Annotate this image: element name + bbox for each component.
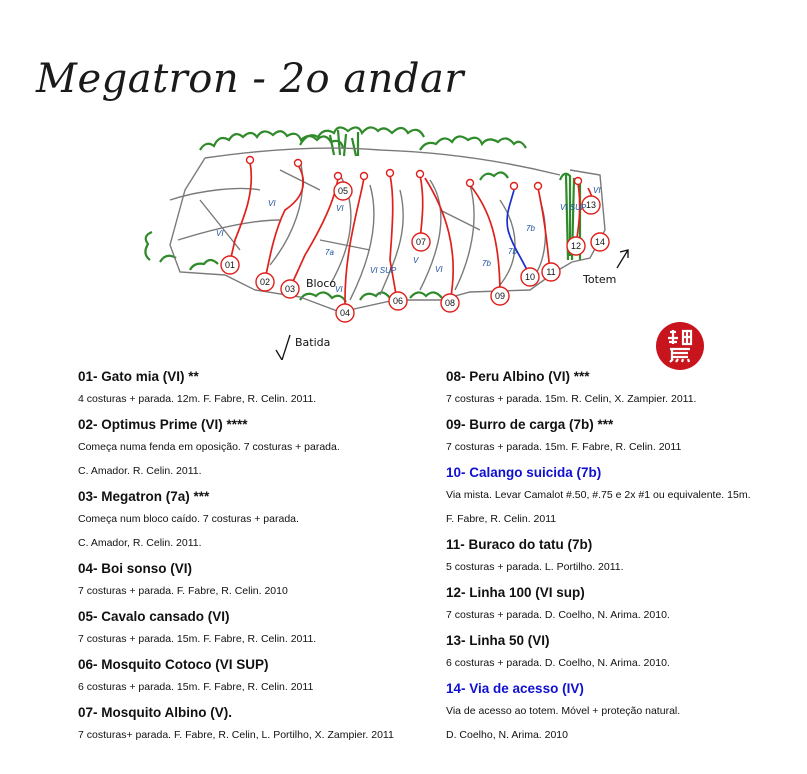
svg-text:01: 01 [224,260,236,270]
grade-05: VI [336,204,344,213]
marker-08 [441,294,459,312]
route-entry [446,417,796,454]
totem-arrow-icon [617,250,628,268]
route-description: D. Coelho, N. Arima. 2010 [446,729,568,741]
page-title: Megatron - 2o andar [36,56,464,102]
batida-arrow-icon [276,335,290,360]
route-description: 7 costuras + parada. 15m. F. Fabre, R. Celin. 2011. [78,633,317,645]
marker-04 [336,304,354,322]
svg-text:07: 07 [415,237,427,247]
route-topo-diagram [0,0,807,360]
route-title: 02- Optimus Prime (VI) **** [78,417,248,432]
route-entry [78,369,438,406]
grade-07: V [413,256,419,265]
marker-07 [412,233,430,251]
grade-09: 7b [482,259,491,268]
route-title: 11- Buraco do tatu (7b) [446,537,593,552]
route-entry [446,537,796,574]
svg-text:06: 06 [392,296,404,306]
route-title: 06- Mosquito Cotoco (VI SUP) [78,657,269,672]
route-title: 07- Mosquito Albino (V). [78,705,232,720]
route-entry [78,657,438,694]
routes-list-left [78,362,438,753]
svg-text:13: 13 [585,200,597,210]
grade-06: VI SUP [370,266,397,275]
route-entry [446,633,796,670]
route-description: Começa num bloco caído. 7 costuras + parada. [78,513,299,525]
route-description: C. Amador, R. Celin. 2011. [78,537,202,549]
route-description: Via de acesso ao totem. Móvel + proteção natural. [446,705,681,717]
marker-14 [591,233,609,251]
marker-11 [542,263,560,281]
svg-text:09: 09 [494,291,506,301]
route-description: Via mista. Levar Camalot #.50, #.75 e 2x #1 ou equivalente. 15m. [446,489,751,501]
svg-text:02: 02 [259,277,271,287]
vegetation-top [145,127,580,302]
route-description: C. Amador. R. Celin. 2011. [78,465,202,477]
route-entry [78,489,438,550]
route-title: 05- Cavalo cansado (VI) [78,609,230,624]
route-title: 13- Linha 50 (VI) [446,633,550,648]
route-title: 03- Megatron (7a) *** [78,489,210,504]
route-entry [78,705,438,742]
route-description: 7 costuras + parada. D. Coelho, N. Arima. 2010. [446,609,670,621]
marker-06 [389,292,407,310]
svg-text:11: 11 [546,267,556,277]
marker-12 [567,237,585,255]
route-description: 5 costuras + parada. L. Portilho. 2011. [446,561,624,573]
route-entry [78,417,438,478]
grade-14: VI [593,186,601,195]
svg-text:12: 12 [570,241,582,251]
marker-03 [281,280,299,298]
route-entry [446,465,796,526]
route-description: 7 costuras+ parada. F. Fabre, R. Celin, L. Portilho, X. Zampier. 2011 [78,729,394,741]
route-title: 01- Gato mia (VI) ** [78,369,199,384]
batida-label: Batida [295,336,331,349]
grade-13: VI SUP [560,203,587,212]
bloco-label: Bloco [306,277,337,290]
grade-11: 7b [526,224,535,233]
svg-text:14: 14 [594,237,606,247]
routes-list-right [446,362,796,753]
grade-08: VI [435,265,443,274]
marker-10 [521,268,539,286]
route-description: 7 costuras + parada. 15m. R. Celin, X. Zampier. 2011. [446,393,697,405]
route-description: 6 costuras + parada. 15m. F. Fabre, R. Celin. 2011 [78,681,314,693]
route-entry [78,561,438,598]
grade-01: VI [216,229,224,238]
route-title: 12- Linha 100 (VI sup) [446,585,585,600]
svg-text:04: 04 [339,308,351,318]
svg-text:05: 05 [337,186,349,196]
route-description: 7 costuras + parada. 15m. F. Fabre, R. Celin. 2011 [446,441,682,453]
route-entry [78,609,438,646]
route-title: 04- Boi sonso (VI) [78,561,193,576]
marker-09 [491,287,509,305]
grade-02: VI [268,199,276,208]
route-description: 4 costuras + parada. 12m. F. Fabre, R. Celin. 2011. [78,393,317,405]
svg-text:08: 08 [444,298,456,308]
route-title: 14- Via de acesso (IV) [446,681,584,696]
grade-04: VI [335,285,343,294]
totem-label: Totem [583,273,617,286]
anchors [247,157,582,190]
route-entry [446,585,796,622]
marker-05 [334,182,352,200]
route-entry [446,681,796,742]
route-description: Começa numa fenda em oposição. 7 costuras + parada. [78,441,340,453]
route-10-line [507,190,530,276]
route-title: 10- Calango suicida (7b) [446,465,602,480]
marker-02 [256,273,274,291]
route-title: 08- Peru Albino (VI) *** [446,369,590,384]
marker-01 [221,256,239,274]
route-description: 6 costuras + parada. D. Coelho, N. Arima. 2010. [446,657,670,669]
svg-text:10: 10 [524,272,536,282]
route-entry [446,369,796,406]
route-description: F. Fabre, R. Celin. 2011 [446,513,557,525]
grade-03: 7a [325,248,334,257]
svg-text:03: 03 [284,284,296,294]
grade-10: 7b [508,247,517,256]
route-title: 09- Burro de carga (7b) *** [446,417,614,432]
route-description: 7 costuras + parada. F. Fabre, R. Celin. 2010 [78,585,288,597]
